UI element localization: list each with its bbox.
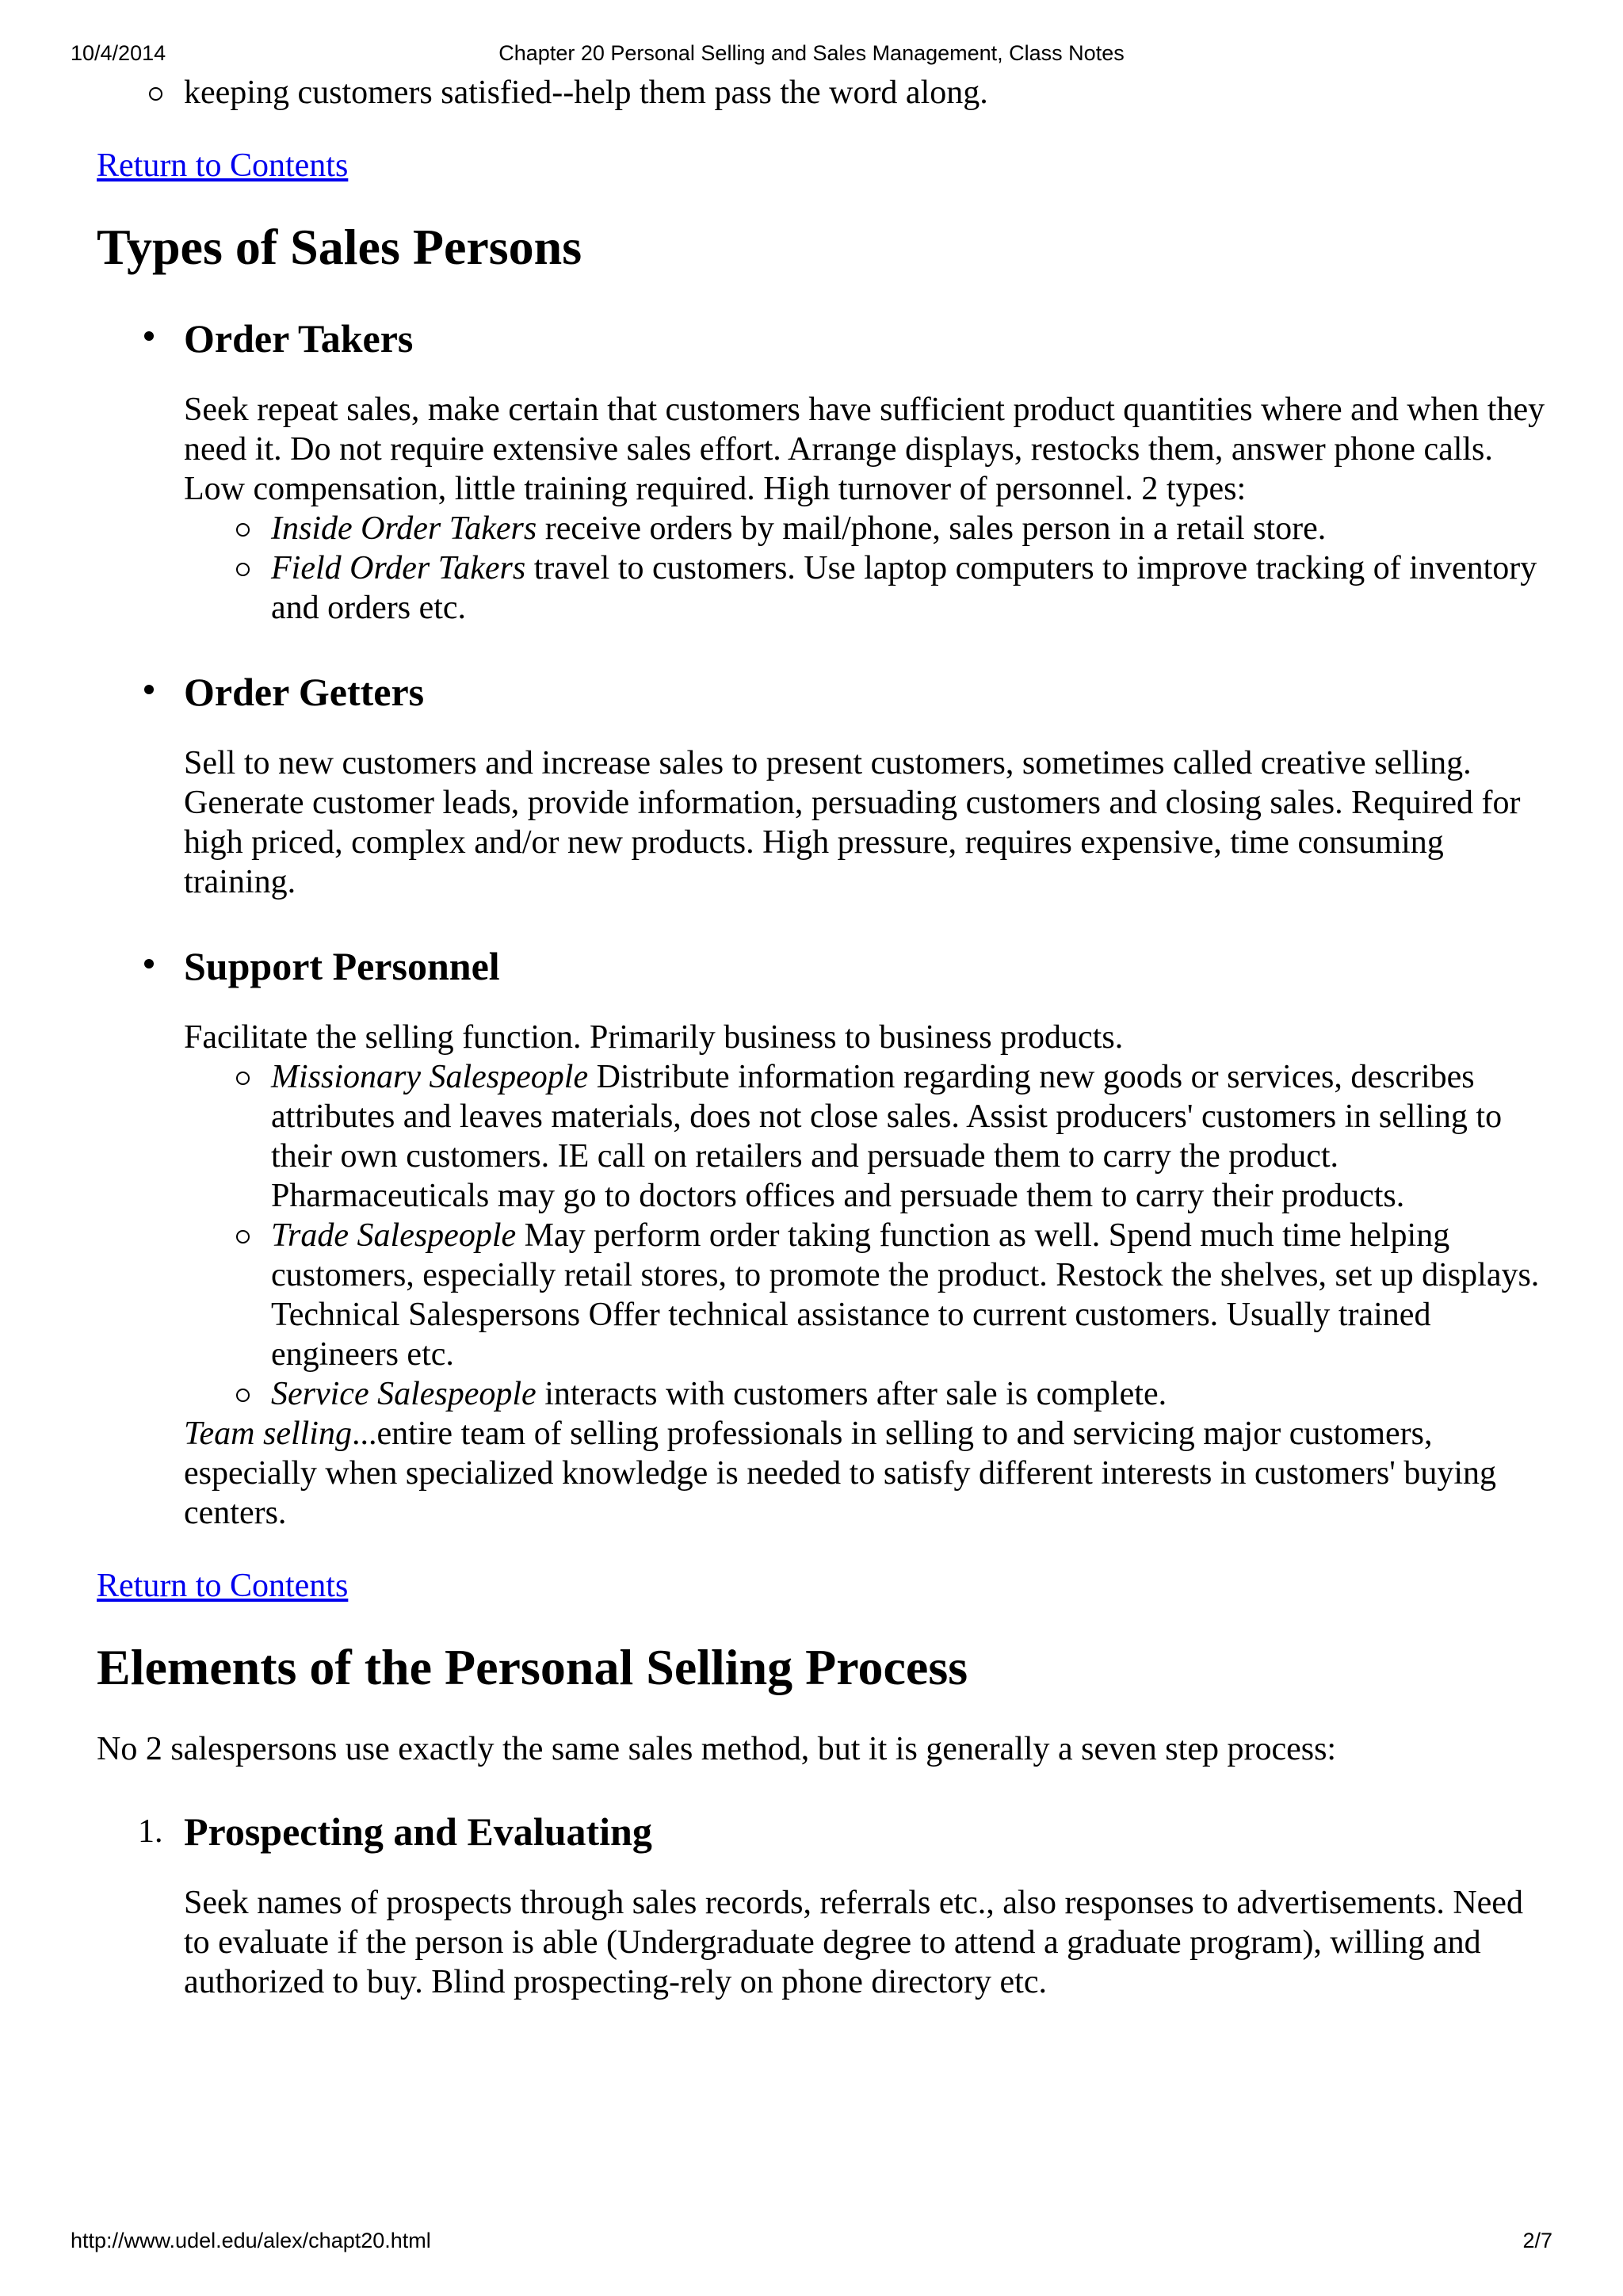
- step-prospecting-body: Seek names of prospects through sales records, referrals etc., also responses to advertisements. Need to evaluate if the person is able (Undergraduate degree to attend a graduate program), willing and authorized to buy. Blind prospecting-rely on phone directory etc.: [184, 1885, 1523, 2000]
- elements-intro: No 2 salespersons use exactly the same sales method, but it is generally a seven step process:: [97, 1731, 1337, 1767]
- support-personnel-item: [97, 937, 1555, 1533]
- support-personnel-heading: Support Personnel: [184, 944, 500, 988]
- return-to-contents-link[interactable]: Return to Contents: [97, 147, 349, 184]
- order-takers-item: [97, 309, 1555, 628]
- top-sublist: [97, 73, 1555, 113]
- team-selling-paragraph: Team selling...entire team of selling professionals in selling to and servicing major customers, especially when specialized knowledge is needed to satisfy different interests in customers' buying centers.: [184, 1415, 1496, 1531]
- list-item: Field Order Takers travel to customers. Use laptop computers to improve tracking of inventory and orders etc.: [271, 548, 1555, 628]
- order-getters-heading: Order Getters: [184, 670, 425, 714]
- order-takers-heading: Order Takers: [184, 316, 414, 361]
- list-item: Inside Order Takers receive orders by mail/phone, sales person in a retail store.: [271, 509, 1555, 548]
- list-item: keeping customers satisfied--help them pass the word along.: [184, 73, 1555, 113]
- order-getters-body-2: Generate customer leads, provide information, persuading customers and closing sales. Required for high priced, complex and/or new products. High pressure, requires expensive, time consuming training.: [184, 785, 1521, 900]
- list-item: Service Salespeople interacts with customers after sale is complete.: [271, 1374, 1555, 1414]
- step-number: 1.: [138, 1813, 163, 1850]
- page-content: [97, 73, 1555, 2002]
- section-title-types: Types of Sales Persons: [97, 219, 582, 275]
- list-item: Missionary Salespeople Distribute information regarding new goods or services, describes attributes and leaves materials, does not close sales. Assist producers' customers in selling to their own customers. IE call on retailers and persuade them to carry the product. Pharmaceuticals may go to doctors offices and persuade them to carry their products.: [271, 1057, 1555, 1216]
- order-takers-sublist: [184, 509, 1555, 628]
- support-personnel-body: Facilitate the selling function. Primarily business to business products.: [184, 1019, 1124, 1056]
- order-getters-item: [97, 663, 1555, 902]
- list-item: Trade Salespeople May perform order taking function as well. Spend much time helping customers, especially retail stores, to promote the product. Restock the shelves, set up displays. Technical Salespersons Offer technical assistance to current customers. Usually trained engineers etc.: [271, 1216, 1555, 1374]
- bullet-icon: [144, 685, 154, 694]
- order-takers-body: Seek repeat sales, make certain that customers have sufficient product quantities where and when they need it. Do not require extensive sales effort. Arrange displays, restocks them, answer phone calls. Low compensation, little training required. High turnover of personnel. 2 types:: [184, 392, 1545, 507]
- print-url: http://www.udel.edu/alex/chapt20.html: [71, 2229, 431, 2252]
- return-to-contents-link[interactable]: Return to Contents: [97, 1568, 349, 1604]
- order-getters-body-1: Sell to new customers and increase sales to present customers, sometimes called creative selling.: [184, 745, 1472, 781]
- print-page-number: 2/7: [1522, 2229, 1552, 2252]
- bullet-icon: [144, 331, 154, 341]
- support-sublist: [184, 1057, 1555, 1414]
- print-page-title: Chapter 20 Personal Selling and Sales Management, Class Notes: [498, 41, 1125, 65]
- print-date: 10/4/2014: [71, 41, 166, 65]
- step-prospecting-heading: Prospecting and Evaluating: [184, 1809, 652, 1854]
- section-title-elements: Elements of the Personal Selling Process: [97, 1639, 968, 1695]
- bullet-icon: [144, 959, 154, 968]
- step-prospecting-item: [97, 1802, 1555, 2002]
